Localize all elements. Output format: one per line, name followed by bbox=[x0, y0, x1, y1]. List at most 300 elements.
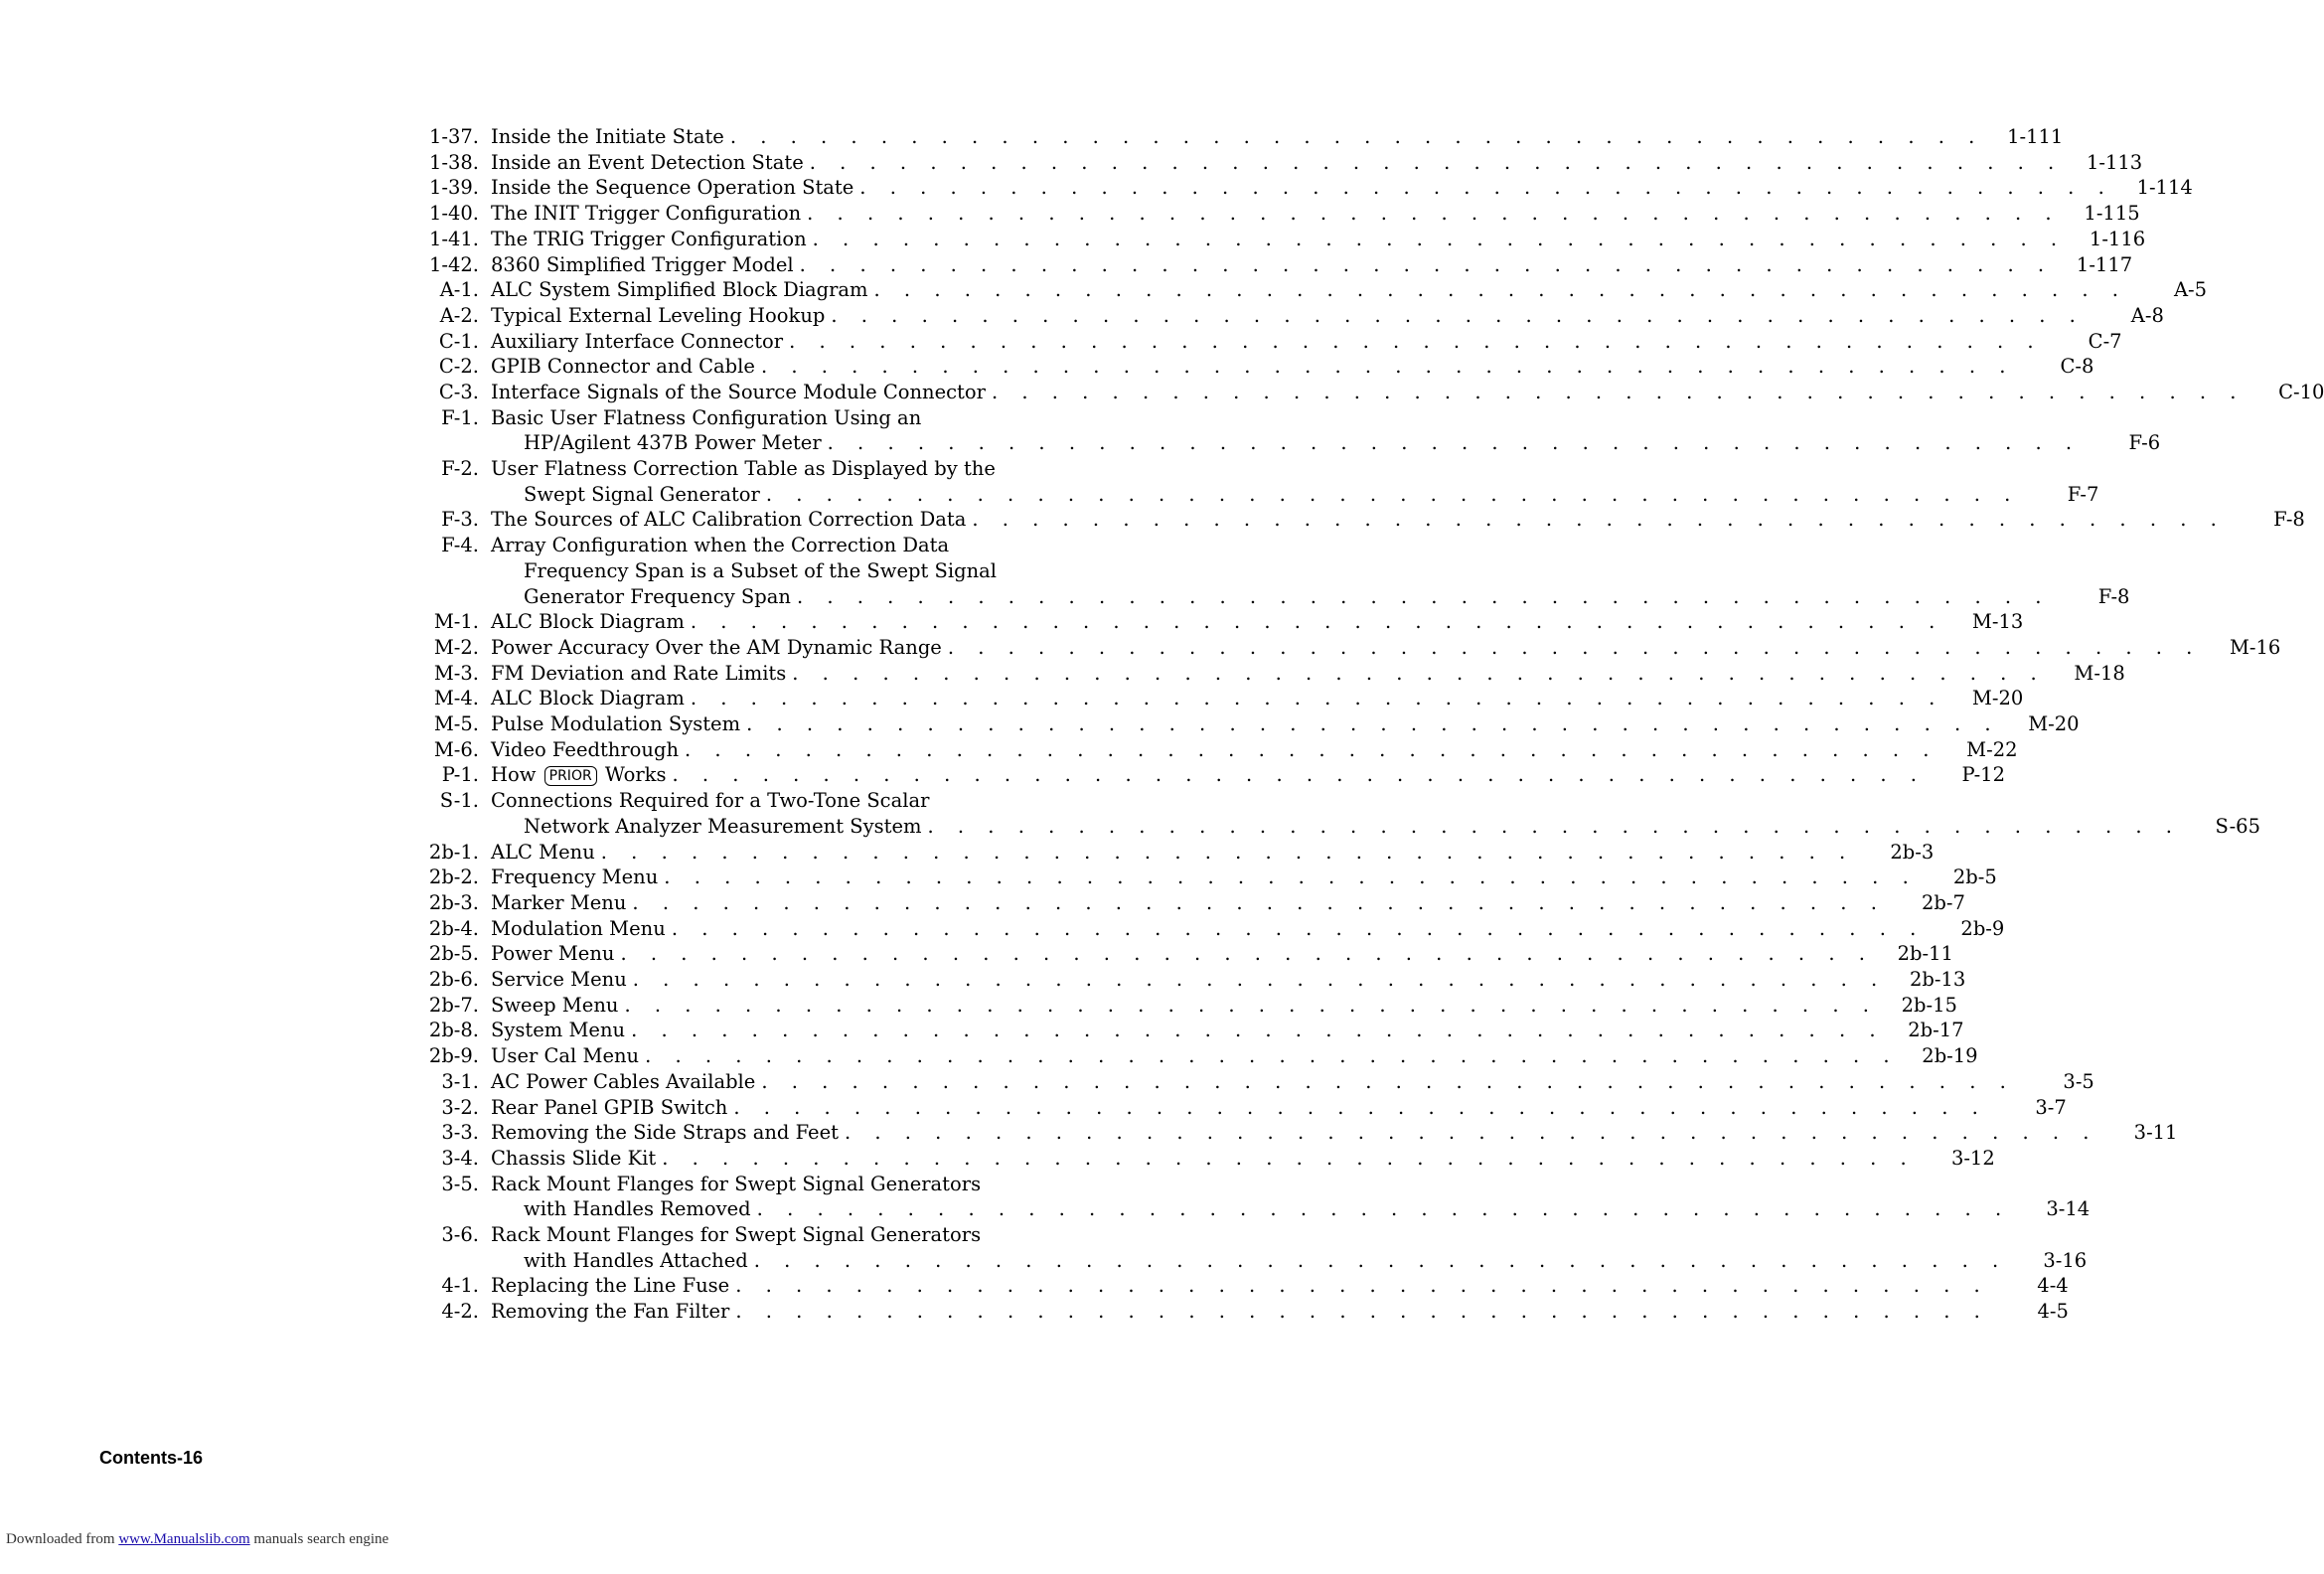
dot-leader bbox=[633, 967, 1886, 993]
toc-entry[interactable] bbox=[427, 252, 2133, 278]
dot-leader bbox=[948, 635, 2201, 661]
entry-line bbox=[491, 1222, 2087, 1248]
title-text: Power Menu bbox=[491, 942, 615, 966]
entry-body bbox=[479, 1069, 2094, 1095]
entry-body bbox=[479, 175, 2193, 201]
figure-number: 1-38. bbox=[428, 150, 479, 174]
dot-leader bbox=[685, 737, 1937, 763]
page-reference: 2b-19 bbox=[1922, 1044, 1978, 1068]
title-text: Power Accuracy Over the AM Dynamic Range bbox=[491, 635, 942, 659]
figure-title bbox=[524, 482, 760, 508]
title-text: Inside the Initiate State bbox=[491, 124, 724, 148]
toc-entry[interactable] bbox=[427, 941, 1953, 967]
entry-body bbox=[479, 533, 2129, 609]
toc-entry[interactable] bbox=[427, 865, 1997, 890]
figure-number: 2b-8. bbox=[428, 1019, 479, 1042]
toc-entry[interactable] bbox=[427, 533, 2130, 609]
toc-entry[interactable] bbox=[427, 1146, 1995, 1172]
page-reference: 1-114 bbox=[2136, 176, 2193, 200]
table-of-figures bbox=[427, 124, 2324, 1325]
title-text: Typical External Leveling Hookup bbox=[491, 303, 826, 327]
entry-line bbox=[491, 865, 1997, 890]
entry-body bbox=[479, 227, 2145, 252]
entry-body bbox=[479, 150, 2142, 176]
page-reference: M-18 bbox=[2074, 661, 2125, 685]
page-reference: 4-5 bbox=[2037, 1300, 2069, 1324]
entry-body bbox=[479, 201, 2140, 227]
entry-line bbox=[491, 252, 2132, 278]
dot-leader bbox=[730, 124, 1983, 150]
figure-title bbox=[491, 380, 986, 405]
entry-body bbox=[479, 993, 1957, 1019]
entry-line bbox=[491, 890, 1965, 916]
entry-body bbox=[479, 840, 1934, 866]
title-text: ALC System Simplified Block Diagram bbox=[491, 278, 868, 302]
title-text: Rear Panel GPIB Switch bbox=[491, 1095, 728, 1119]
title-text: HP/Agilent 437B Power Meter bbox=[524, 431, 822, 455]
toc-entry[interactable] bbox=[427, 686, 2024, 711]
page-reference: C-10 bbox=[2278, 381, 2324, 404]
toc-entry[interactable] bbox=[427, 967, 1966, 993]
entry-body bbox=[479, 277, 2207, 303]
title-text: Pulse Modulation System bbox=[491, 712, 741, 736]
toc-entry[interactable] bbox=[427, 456, 2099, 507]
entry-body bbox=[479, 686, 2023, 711]
toc-entry[interactable] bbox=[427, 737, 2018, 763]
figure-title bbox=[491, 941, 614, 967]
toc-entry[interactable] bbox=[427, 277, 2208, 303]
title-text: Swept Signal Generator bbox=[524, 482, 760, 506]
entry-line bbox=[491, 840, 1934, 866]
dot-leader bbox=[662, 1146, 1915, 1172]
dot-leader bbox=[620, 941, 1873, 967]
entry-body bbox=[479, 124, 2063, 150]
page-reference: 1-117 bbox=[2076, 252, 2133, 276]
entry-line bbox=[491, 788, 2260, 814]
figure-number: 4-2. bbox=[441, 1300, 479, 1324]
title-text: Video Feedthrough bbox=[491, 737, 680, 761]
title-text: Chassis Slide Kit bbox=[491, 1146, 657, 1170]
title-text: The INIT Trigger Configuration bbox=[491, 202, 802, 226]
page-reference: 3-14 bbox=[2046, 1197, 2091, 1221]
figure-number: 3-2. bbox=[441, 1095, 479, 1119]
entry-line bbox=[491, 711, 2080, 737]
dot-leader bbox=[632, 890, 1885, 916]
figure-number: F-4. bbox=[441, 534, 479, 557]
figure-number: M-6. bbox=[433, 737, 479, 761]
page-reference: C-7 bbox=[2088, 329, 2122, 353]
entry-body bbox=[479, 456, 2098, 507]
title-text: Inside the Sequence Operation State bbox=[491, 176, 854, 200]
page-reference: A-8 bbox=[2130, 303, 2164, 327]
dot-leader bbox=[761, 1069, 2014, 1095]
entry-line bbox=[491, 686, 2023, 711]
figure-number: 2b-1. bbox=[428, 840, 479, 864]
figure-number: 2b-5. bbox=[428, 942, 479, 966]
figure-title bbox=[491, 150, 804, 176]
dot-leader bbox=[845, 1120, 2097, 1146]
dot-leader bbox=[800, 252, 2053, 278]
figure-title bbox=[491, 1018, 625, 1043]
page-reference: M-20 bbox=[2028, 712, 2080, 736]
dot-leader bbox=[874, 277, 2127, 303]
figure-number: A-1. bbox=[439, 278, 479, 302]
download-prefix: Downloaded from bbox=[6, 1531, 115, 1547]
figure-title bbox=[491, 1222, 981, 1248]
entry-line bbox=[491, 762, 2005, 788]
title-text: Modulation Menu bbox=[491, 916, 666, 940]
page-number-footer: Contents-16 bbox=[99, 1448, 204, 1468]
figure-title bbox=[491, 890, 626, 916]
entry-body bbox=[479, 1299, 2069, 1325]
entry-line bbox=[491, 456, 2098, 482]
figure-number: 1-40. bbox=[428, 202, 479, 226]
figure-title bbox=[491, 405, 921, 431]
entry-line bbox=[491, 1273, 2069, 1299]
figure-title bbox=[491, 124, 724, 150]
dot-leader bbox=[691, 609, 1943, 635]
toc-entry[interactable] bbox=[427, 1120, 2178, 1146]
title-text: Array Configuration when the Correction Data bbox=[491, 534, 950, 557]
entry-line bbox=[491, 941, 1953, 967]
prior-key-icon: PRIOR bbox=[544, 766, 597, 786]
figure-title bbox=[524, 1196, 751, 1222]
toc-entry[interactable] bbox=[427, 1069, 2094, 1095]
figure-title bbox=[491, 354, 755, 380]
figure-title bbox=[491, 329, 783, 355]
figure-number: M-5. bbox=[433, 712, 479, 736]
figure-number: 2b-3. bbox=[428, 890, 479, 914]
figure-title bbox=[491, 916, 666, 942]
entry-line bbox=[491, 1248, 2087, 1274]
entry-line bbox=[491, 814, 2260, 840]
title-prefix: How bbox=[491, 763, 537, 787]
page-reference: 3-5 bbox=[2063, 1069, 2094, 1093]
figure-number: M-3. bbox=[433, 661, 479, 685]
figure-title bbox=[491, 201, 801, 227]
title-text: Interface Signals of the Source Module Connector bbox=[491, 381, 986, 404]
page-reference: 2b-9 bbox=[1960, 916, 2005, 940]
dot-leader bbox=[831, 303, 2084, 329]
dot-leader bbox=[766, 482, 2019, 508]
toc-entry[interactable] bbox=[427, 329, 2122, 355]
toc-entry[interactable] bbox=[427, 840, 1935, 866]
entry-line bbox=[491, 201, 2140, 227]
page-reference: 3-11 bbox=[2133, 1121, 2178, 1145]
dot-leader bbox=[992, 380, 2245, 405]
figure-title bbox=[491, 175, 853, 201]
entry-line bbox=[491, 1146, 1995, 1172]
entry-line bbox=[491, 430, 2160, 456]
entry-line bbox=[491, 993, 1957, 1019]
entry-body bbox=[479, 507, 2305, 533]
toc-entry[interactable] bbox=[427, 635, 2281, 661]
dot-leader bbox=[972, 507, 2225, 533]
dot-leader bbox=[859, 175, 2112, 201]
figure-number: A-2. bbox=[439, 303, 479, 327]
entry-line bbox=[491, 916, 2004, 942]
toc-entry[interactable] bbox=[427, 150, 2143, 176]
toc-entry[interactable] bbox=[427, 762, 2005, 788]
dot-leader bbox=[735, 1299, 1988, 1325]
entry-line bbox=[491, 303, 2164, 329]
dot-leader bbox=[754, 1248, 2007, 1274]
title-text: with Handles Attached bbox=[524, 1248, 748, 1272]
figure-number: 3-5. bbox=[441, 1172, 479, 1195]
figure-number: C-2. bbox=[438, 355, 479, 379]
entry-body bbox=[479, 1146, 1995, 1172]
title-text: Works bbox=[604, 763, 667, 787]
page-reference: 4-4 bbox=[2037, 1274, 2069, 1298]
title-text: ALC Block Diagram bbox=[491, 610, 685, 634]
toc-entry[interactable] bbox=[427, 890, 1965, 916]
entry-body bbox=[479, 916, 2004, 942]
toc-entry[interactable] bbox=[427, 1273, 2069, 1299]
figure-title bbox=[524, 1248, 748, 1274]
entry-line bbox=[491, 1095, 2067, 1121]
entry-line bbox=[491, 967, 1965, 993]
entry-line bbox=[491, 533, 2129, 558]
figure-title bbox=[524, 558, 997, 584]
toc-entry[interactable] bbox=[427, 1043, 1978, 1069]
toc-entry[interactable] bbox=[427, 507, 2305, 533]
title-text: System Menu bbox=[491, 1019, 626, 1042]
dot-leader bbox=[624, 993, 1877, 1019]
title-text: User Cal Menu bbox=[491, 1044, 640, 1068]
download-notice bbox=[6, 1531, 388, 1548]
dot-leader bbox=[664, 865, 1917, 890]
entry-body bbox=[479, 329, 2122, 355]
dot-leader bbox=[746, 711, 1999, 737]
figure-number: 3-1. bbox=[441, 1069, 479, 1093]
page-reference: P-12 bbox=[1961, 763, 2005, 787]
entry-body bbox=[479, 661, 2125, 687]
figure-number: 2b-4. bbox=[428, 916, 479, 940]
toc-entry[interactable] bbox=[427, 661, 2125, 687]
toc-entry[interactable] bbox=[427, 303, 2164, 329]
entry-line bbox=[491, 507, 2305, 533]
entry-body bbox=[479, 788, 2260, 839]
figure-number: S-1. bbox=[439, 789, 479, 813]
figure-title bbox=[491, 635, 942, 661]
figure-number: 1-37. bbox=[428, 125, 479, 148]
figure-number: F-1. bbox=[441, 405, 479, 429]
entry-body bbox=[479, 1120, 2177, 1146]
page-reference: F-8 bbox=[2273, 508, 2305, 532]
page-reference: 2b-13 bbox=[1909, 968, 1966, 992]
entry-line bbox=[491, 380, 2324, 405]
dot-leader bbox=[733, 1095, 1986, 1121]
toc-entry[interactable] bbox=[427, 380, 2324, 405]
title-text: User Flatness Correction Table as Displayed by the bbox=[491, 457, 996, 481]
figure-number: 1-39. bbox=[428, 176, 479, 200]
title-text: Service Menu bbox=[491, 968, 627, 992]
figure-title bbox=[491, 277, 868, 303]
dot-leader bbox=[813, 227, 2066, 252]
toc-entry[interactable] bbox=[427, 609, 2024, 635]
title-text: Rack Mount Flanges for Swept Signal Generators bbox=[491, 1223, 982, 1247]
page-reference: 3-16 bbox=[2043, 1248, 2088, 1272]
dot-leader bbox=[789, 329, 2042, 355]
figure-title bbox=[491, 533, 949, 558]
figure-number: 2b-6. bbox=[428, 968, 479, 992]
page-reference: 2b-17 bbox=[1908, 1019, 1964, 1042]
entry-line bbox=[491, 150, 2142, 176]
dot-leader bbox=[645, 1043, 1898, 1069]
figure-number: 1-42. bbox=[428, 252, 479, 276]
page-reference: 1-116 bbox=[2089, 227, 2146, 250]
page-reference: F-6 bbox=[2128, 431, 2161, 455]
page-reference: F-8 bbox=[2097, 584, 2130, 608]
figure-number: F-3. bbox=[441, 508, 479, 532]
figure-title bbox=[491, 252, 794, 278]
entry-body bbox=[479, 737, 2018, 763]
title-text: Basic User Flatness Configuration Using an bbox=[491, 405, 922, 429]
entry-line bbox=[491, 405, 2160, 431]
entry-body bbox=[479, 890, 1965, 916]
toc-entry[interactable] bbox=[427, 1172, 2091, 1222]
toc-entry[interactable] bbox=[427, 175, 2193, 201]
dot-leader bbox=[810, 150, 2063, 176]
dot-leader bbox=[672, 916, 1925, 942]
figure-title bbox=[491, 456, 996, 482]
entry-line bbox=[491, 1299, 2069, 1325]
dot-leader bbox=[807, 201, 2060, 227]
title-text: Replacing the Line Fuse bbox=[491, 1274, 730, 1298]
figure-number: 2b-2. bbox=[428, 866, 479, 889]
figure-title bbox=[524, 430, 822, 456]
entry-body bbox=[479, 380, 2324, 405]
entry-line bbox=[491, 277, 2207, 303]
figure-title bbox=[524, 584, 791, 610]
page-reference: 3-7 bbox=[2035, 1095, 2067, 1119]
entry-body bbox=[479, 635, 2280, 661]
page-reference: 3-12 bbox=[1950, 1146, 1995, 1170]
figure-number: 3-4. bbox=[441, 1146, 479, 1170]
title-text: Marker Menu bbox=[491, 890, 627, 914]
page-reference: C-8 bbox=[2060, 355, 2094, 379]
entry-line bbox=[491, 175, 2193, 201]
toc-entry[interactable] bbox=[427, 711, 2080, 737]
figure-title bbox=[491, 967, 627, 993]
title-text: Sweep Menu bbox=[491, 993, 619, 1017]
figure-title bbox=[491, 1095, 727, 1121]
entry-body bbox=[479, 354, 2093, 380]
toc-entry[interactable] bbox=[427, 1018, 1964, 1043]
entry-body bbox=[479, 1273, 2069, 1299]
entry-body bbox=[479, 1172, 2090, 1222]
figure-number: C-1. bbox=[438, 329, 479, 353]
title-text: Generator Frequency Span bbox=[524, 584, 791, 608]
figure-number: 4-1. bbox=[441, 1274, 479, 1298]
page-reference: A-5 bbox=[2173, 278, 2208, 302]
title-text: Connections Required for a Two-Tone Scalar bbox=[491, 789, 930, 813]
title-text: Rack Mount Flanges for Swept Signal Generators bbox=[491, 1172, 982, 1195]
toc-entry[interactable] bbox=[427, 1095, 2067, 1121]
title-text: ALC Block Diagram bbox=[491, 687, 685, 710]
entry-body bbox=[479, 303, 2164, 329]
entry-line bbox=[491, 227, 2145, 252]
page-reference: 2b-11 bbox=[1897, 942, 1953, 966]
dot-leader bbox=[601, 840, 1854, 866]
page-reference: 1-115 bbox=[2084, 202, 2140, 226]
entry-line bbox=[491, 1120, 2177, 1146]
entry-body bbox=[479, 1222, 2087, 1273]
entry-line bbox=[491, 584, 2129, 610]
entry-body bbox=[479, 609, 2023, 635]
figure-title bbox=[491, 1069, 755, 1095]
title-text: The Sources of ALC Calibration Correction Data bbox=[491, 508, 967, 532]
dot-leader bbox=[631, 1018, 1884, 1043]
toc-entry[interactable] bbox=[427, 405, 2161, 456]
figure-number: 2b-9. bbox=[428, 1044, 479, 1068]
figure-title bbox=[491, 1120, 839, 1146]
figure-title bbox=[491, 1172, 981, 1197]
toc-entry[interactable] bbox=[427, 788, 2260, 839]
manualslib-link[interactable]: www.Manualslib.com bbox=[118, 1531, 250, 1547]
title-text: Auxiliary Interface Connector bbox=[491, 329, 784, 353]
figure-title bbox=[491, 737, 679, 763]
figure-number: M-2. bbox=[433, 635, 479, 659]
title-text: with Handles Removed bbox=[524, 1197, 751, 1221]
dot-leader bbox=[828, 430, 2081, 456]
title-text: 8360 Simplified Trigger Model bbox=[491, 252, 794, 276]
entry-line bbox=[491, 482, 2098, 508]
page-reference: M-16 bbox=[2229, 635, 2281, 659]
toc-entry[interactable] bbox=[427, 354, 2094, 380]
entry-body bbox=[479, 865, 1997, 890]
figure-title bbox=[491, 1146, 656, 1172]
figure-title bbox=[491, 711, 740, 737]
entry-line bbox=[491, 354, 2093, 380]
figure-number: P-1. bbox=[441, 763, 479, 787]
title-text: The TRIG Trigger Configuration bbox=[491, 227, 807, 250]
title-text: Removing the Side Straps and Feet bbox=[491, 1121, 839, 1145]
figure-number: 2b-7. bbox=[428, 993, 479, 1017]
dot-leader bbox=[673, 762, 1926, 788]
title-text: Network Analyzer Measurement System bbox=[524, 814, 922, 838]
toc-entry[interactable] bbox=[427, 916, 2005, 942]
toc-entry[interactable] bbox=[427, 1222, 2088, 1273]
page-reference: S-65 bbox=[2215, 814, 2260, 838]
title-text: Removing the Fan Filter bbox=[491, 1300, 730, 1324]
entry-body bbox=[479, 967, 1965, 993]
entry-line bbox=[491, 558, 2129, 584]
entry-line bbox=[491, 1172, 2090, 1197]
title-text: AC Power Cables Available bbox=[491, 1069, 756, 1093]
figure-number: C-3. bbox=[438, 381, 479, 404]
page-reference: M-13 bbox=[1971, 610, 2024, 634]
dot-leader bbox=[792, 661, 2045, 687]
toc-entry[interactable] bbox=[427, 1299, 2069, 1325]
entry-line bbox=[491, 1043, 1978, 1069]
page-reference: M-22 bbox=[1966, 737, 2018, 761]
figure-title bbox=[491, 507, 966, 533]
toc-entry[interactable] bbox=[427, 124, 2064, 150]
toc-entry[interactable] bbox=[427, 993, 1957, 1019]
toc-entry[interactable] bbox=[427, 227, 2146, 252]
page-reference: 2b-5 bbox=[1952, 866, 1997, 889]
toc-entry[interactable] bbox=[427, 201, 2140, 227]
title-text: Frequency Menu bbox=[491, 866, 659, 889]
figure-title bbox=[491, 762, 667, 788]
figure-title bbox=[491, 1273, 729, 1299]
title-text: GPIB Connector and Cable bbox=[491, 355, 755, 379]
entry-line bbox=[491, 609, 2023, 635]
entry-body bbox=[479, 252, 2132, 278]
title-text: ALC Menu bbox=[491, 840, 595, 864]
entry-line bbox=[491, 329, 2122, 355]
